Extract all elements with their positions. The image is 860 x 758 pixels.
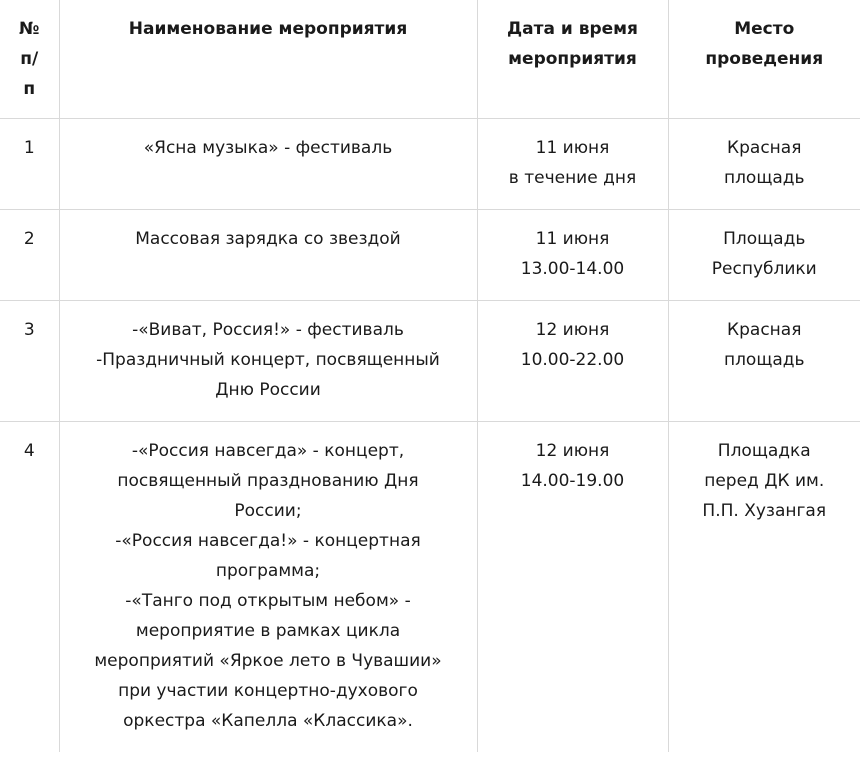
venue-line: Красная: [727, 138, 802, 158]
header-row: [0, 0, 860, 119]
time-line: 13.00-14.00: [520, 259, 625, 279]
cell-number: 2: [0, 210, 59, 301]
event-name-line: при участии концертно-духового: [118, 681, 418, 701]
header-venue-line: проведения: [705, 49, 824, 69]
header-number-line: п: [23, 79, 36, 99]
header-venue: [668, 0, 860, 119]
cell-event-name: [59, 210, 477, 301]
event-name-line: оркестра «Капелла «Классика».: [123, 711, 413, 731]
header-event-name-line: Наименование мероприятия: [128, 19, 408, 39]
header-number-line: п/: [20, 49, 39, 69]
time-line: 10.00-22.00: [520, 350, 625, 370]
cell-event-name: [59, 119, 477, 210]
cell-date-time: [477, 422, 668, 753]
event-name-line: посвященный празднованию Дня: [117, 471, 419, 491]
event-name-line: -Праздничный концерт, посвященный: [96, 350, 440, 370]
table-row: [0, 119, 860, 210]
venue-line: площадь: [723, 168, 805, 188]
header-number-line: №: [19, 19, 40, 39]
date-line: 12 июня: [535, 441, 610, 461]
header-date-time-line: Дата и время: [507, 19, 638, 39]
event-name-line: -«Россия навсегда!» - концертная: [115, 531, 421, 551]
venue-line: Республики: [711, 259, 817, 279]
event-name-line: -«Танго под открытым небом» -: [125, 591, 411, 611]
date-line: 12 июня: [535, 320, 610, 340]
venue-line: Площадь: [723, 229, 806, 249]
venue-line: площадь: [723, 350, 805, 370]
event-name-line: России;: [234, 501, 302, 521]
table-header: [0, 0, 860, 119]
table-row: [0, 301, 860, 422]
venue-line: Красная: [727, 320, 802, 340]
time-line: в течение дня: [508, 168, 637, 188]
event-name-line: мероприятие в рамках цикла: [135, 621, 401, 641]
cell-venue: [668, 210, 860, 301]
table-body: [0, 119, 860, 753]
cell-venue: [668, 422, 860, 753]
date-line: 11 июня: [535, 138, 610, 158]
header-date-time: [477, 0, 668, 119]
table-row: [0, 422, 860, 753]
venue-line: перед ДК им.: [704, 471, 825, 491]
header-date-time-line: мероприятия: [508, 49, 637, 69]
table-row: [0, 210, 860, 301]
venue-line: П.П. Хузангая: [702, 501, 827, 521]
event-name-line: «Ясна музыка» - фестиваль: [143, 138, 393, 158]
date-line: 11 июня: [535, 229, 610, 249]
event-name-line: мероприятий «Яркое лето в Чувашии»: [94, 651, 442, 671]
header-venue-line: Место: [734, 19, 795, 39]
cell-venue: [668, 119, 860, 210]
event-name-line: -«Россия навсегда» - концерт,: [131, 441, 405, 461]
header-event-name: [59, 0, 477, 119]
cell-number: 3: [0, 301, 59, 422]
cell-venue: [668, 301, 860, 422]
cell-date-time: [477, 119, 668, 210]
cell-number: 4: [23, 441, 35, 461]
event-name-line: Массовая зарядка со звездой: [135, 229, 401, 249]
cell-number: 1: [0, 119, 59, 210]
event-name-line: -«Виват, Россия!» - фестиваль: [132, 320, 404, 340]
cell-date-time: [477, 301, 668, 422]
event-name-line: Дню России: [215, 380, 321, 400]
time-line: 14.00-19.00: [520, 471, 625, 491]
header-number: [0, 0, 59, 119]
cell-date-time: [477, 210, 668, 301]
cell-event-name: [59, 301, 477, 422]
venue-line: Площадка: [717, 441, 811, 461]
event-name-line: программа;: [215, 561, 321, 581]
cell-event-name: [59, 422, 477, 753]
